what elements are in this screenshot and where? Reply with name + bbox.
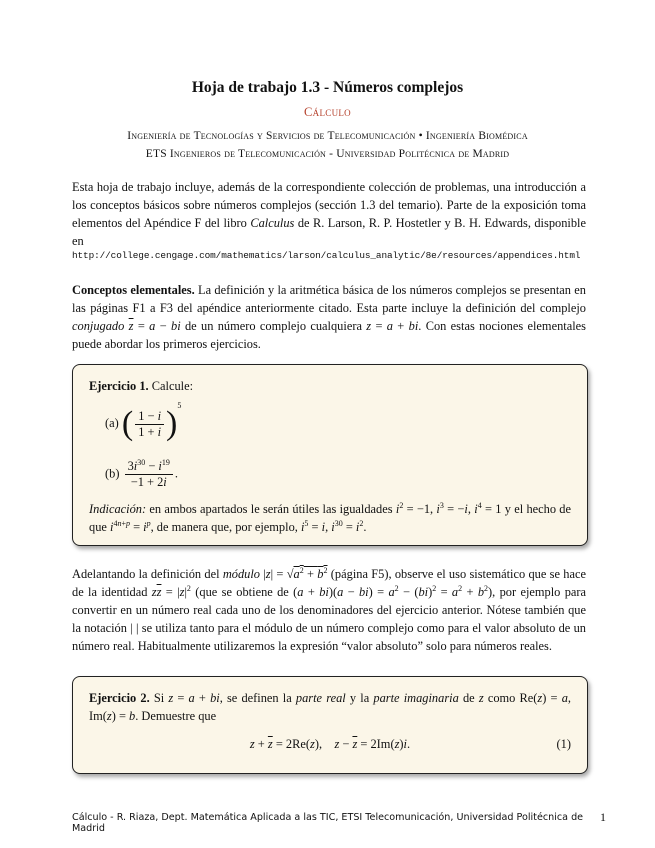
ejercicio-1-heading: Ejercicio 1. <box>89 379 149 393</box>
footer-text: Cálculo - R. Riaza, Dept. Matemática Aplicada a las TIC, ETSI Telecomunicación, Universidad Politécnica de Madrid <box>72 812 584 834</box>
subject-name: Cálculo <box>304 105 351 119</box>
book-title: Calculus <box>250 216 295 230</box>
ejercicio-1-part-a: (a) ( $\frac{1 - i}{1 + i}$ )$^5$ <box>105 400 182 442</box>
modulo-paragraph: Adelantando la definición del módulo $|z| = √a^2 + b^2$ (página F5), observe el uso sistemático que se hace de la identidad $z\overline{z} = |z|^2$ (que se obtiene de $(a + bi)(a - bi) = a^2 - (bi)^2 = a^2 + b^2$), por ejemplo para convertir en un número real cada uno de los denominadores del ejercicio anterior. Nótese también que la notación | | se utiliza tanto para el módulo de un número complejo como para el valor absoluto de un número real. Habitualmente utilizaremos la expresión “valor absoluto” solo para números reales. <box>72 565 587 653</box>
affiliation-school: ETS Ingenieros de Telecomunicación - Universidad Politécnica de Madrid <box>145 148 510 160</box>
appendix-url[interactable]: http://college.cengage.com/mathematics/larson/calculus_analytic/8e/resources/appendices.html <box>72 250 581 261</box>
ejercicio-2-box <box>72 676 588 774</box>
intro-paragraph: Esta hoja de trabajo incluye, además de la correspondiente colección de problemas, una introducción a los conceptos básicos sobre números complejos (sección 1.3 del temario). Parte de la exposición toma elementos del Apéndice F del libro Calculus de R. Larson, R. P. Hostetler y B. H. Edwards, disponible en <box>72 180 586 248</box>
page-number: 1 <box>600 810 606 824</box>
ejercicio-2-heading: Ejercicio 2. <box>89 691 150 705</box>
ejercicio-1-statement: Ejercicio 1. Calcule: <box>89 379 194 393</box>
conceptos-paragraph: Conceptos elementales. La definición y la aritmética básica de los números complejos se presentan en las páginas F1 a F3 del apéndice anteriormente citado. Esta parte incluye la definición del complejo conjugado $\overline{z} = a$ − bi de un número complejo cualquiera z = a + bi. Con estas nociones elementales puede abordar los primeros ejercicios. <box>72 283 586 351</box>
ejercicio-1-part-b: (b) $\frac{3i^{30} - i^{19}}{-1 + 2i}$ . <box>105 457 178 489</box>
conceptos-heading: Conceptos elementales. <box>72 283 195 297</box>
affiliation-degrees: Ingeniería de Tecnologías y Servicios de Telecomunicación • Ingeniería Biomédica <box>127 130 528 142</box>
page-title: Hoja de trabajo 1.3 - Números complejos <box>191 79 464 96</box>
ejercicio-2-statement: Ejercicio 2. Si z = a + bi, se definen la parte real y la parte imaginaria de z como Re(z) = a, Im(z) = b. Demuestre que <box>89 691 572 723</box>
ejercicio-2-equation: $z + \overline{z} = 2Re(z)$, $z - \overline{z} = 2Im(z)i$. <box>249 737 411 751</box>
ejercicio-1-hint: Indicación: en ambos apartados le serán útiles las igualdades $i^2 = -1$, $i^3 = -i$, $i^4 = 1$ y el hecho de que $i^{4n+p} = i^p$, de manera que, por ejemplo, $i^5 = i$, $i^{30} = i^2$. <box>89 500 572 534</box>
ejercicio-1-box <box>72 364 588 546</box>
equation-number: (1) <box>556 737 571 751</box>
